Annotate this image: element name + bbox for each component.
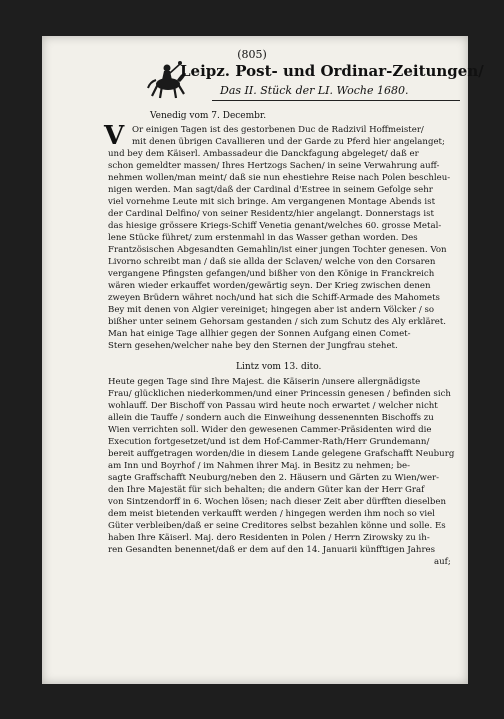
text-line: Bey mit denen von Algier vereiniget; hingegen aber ist andern Völcker / so — [108, 305, 435, 315]
text-line: am Inn und Boyrhof / im Nahmen ihrer Maj. in Besitz zu nehmen; be- — [108, 461, 411, 471]
text-line: sagte Graffschafft Neuburg/neben den 2. Häusern und Gärten zu Wien/wer- — [108, 473, 440, 483]
text-line: wären wieder erkauffet worden/gewärtig seyn. Der Krieg zwischen denen — [108, 281, 431, 291]
text-line: der Cardinal Delfino/ von seiner Residentz/hier angelangt. Donnerstags ist — [108, 209, 434, 219]
text-line: und bey dem Käiserl. Ambassadeur die Danckfagung abgeleget/ daß er — [108, 149, 419, 159]
text-line: Livorno schreibt man / daß sie allda der Sclaven/ welche von den Corsaren — [108, 257, 436, 267]
text-line: Güter verbleiben/daß er seine Creditores selbst bezahlen könne und solle. Es — [108, 521, 446, 531]
text-line: den Ihre Majestät für sich behalten; die andern Güter kan der Herr Graf — [108, 485, 425, 495]
issue-subtitle: Das II. Stück der LI. Woche 1680. — [220, 84, 409, 97]
text-line: vergangene Pfingsten gefangen/und bißher von den Könige in Franckreich — [108, 269, 435, 279]
text-line: schon gemeldter massen/ Ihres Hertzogs Sachen/ in seine Verwahrung auff- — [108, 161, 440, 171]
text-line: haben Ihre Käiserl. Maj. dero Residenten in Polen / Herrn Zirowsky zu ih- — [108, 533, 430, 543]
text-line: mit denen übrigen Cavallieren und der Garde zu Pferd hier angelanget; — [132, 137, 445, 147]
text-line: nigen werden. Man sagt/daß der Cardinal d'Estree in seinem Gefolge sehr — [108, 185, 433, 195]
text-line: allein die Tauffe / sondern auch die Einweihung dessenennten Bischoffs zu — [108, 413, 434, 423]
text-line: viel vornehme Leute mit sich bringe. Am vergangenen Montage Abends ist — [108, 197, 436, 207]
text-line: Execution fortgesetzet/und ist dem Hof-Cammer-Rath/Herr Grundemann/ — [108, 437, 430, 447]
text-line: wohlauff. Der Bischoff von Passau wird heute noch erwartet / welcher nicht — [108, 401, 438, 411]
text-line: lene Stücke führet/ zum erstenmahl in das Wasser gethan worden. Des — [108, 233, 418, 243]
newspaper-masthead: Leipz. Post- und Ordinar-Zeitungen/ — [180, 62, 484, 80]
text-line: dem meist bietenden verkaufft werden / hingegen werden ihm noch so viel — [108, 509, 435, 519]
text-line: Man hat einige Tage allhier gegen der Sonnen Aufgang einen Comet- — [108, 329, 411, 339]
drop-cap: V — [104, 121, 125, 151]
text-line: zweyen Brüdern währet noch/und hat sich die Schiff-Armade des Mahomets — [108, 293, 440, 303]
text-line: Stern gesehen/welcher nahe bey den Sternen der Jungfrau stehet. — [108, 341, 398, 351]
text-line: von Sintzendorff in 6. Wochen lösen; nach dieser Zeit aber dürfften dieselben — [108, 497, 447, 507]
text-line: bißher unter seinem Gehorsam gestanden / sich zum Schutz des Aly erkläret. — [108, 317, 447, 327]
text-line: das hiesige grössere Kriegs-Schiff Venetia genant/welches 60. grosse Metal- — [108, 221, 442, 231]
dateline-venedig: Venedig vom 7. Decembr. — [150, 111, 267, 121]
text-line: Or einigen Tagen ist des gestorbenen Duc de Radzivil Hoffmeister/ — [132, 125, 424, 135]
text-line: nehmen wollen/man meint/ daß sie nun ehestiehre Reise nach Polen beschleu- — [108, 173, 451, 183]
text-line: Frantzösischen Abgesandten Gemahlin/ist einer jungen Tochter genesen. Von — [108, 245, 447, 255]
text-line: ren Gesandten benennet/daß er dem auf den 14. Januarii künfftigen Jahres — [108, 545, 436, 555]
text-line: Heute gegen Tage sind Ihre Majest. die Käiserin /unsere allergnädigste — [108, 377, 421, 387]
dateline-lintz: Lintz vom 13. dito. — [236, 362, 322, 372]
page-number: (805) — [237, 48, 267, 61]
text-line: auf; — [434, 557, 451, 567]
text-line: Wien verrichten soll. Wider den gewesenen Cammer-Präsidenten wird die — [108, 425, 432, 435]
text-line: bereit auffgetragen worden/die in diesem Lande gelegene Grafschafft Neuburg — [108, 449, 455, 459]
text-line: Frau/ glücklichen niederkommen/und einer Princessin genesen / befinden sich — [108, 389, 451, 399]
header-divider — [212, 100, 460, 101]
